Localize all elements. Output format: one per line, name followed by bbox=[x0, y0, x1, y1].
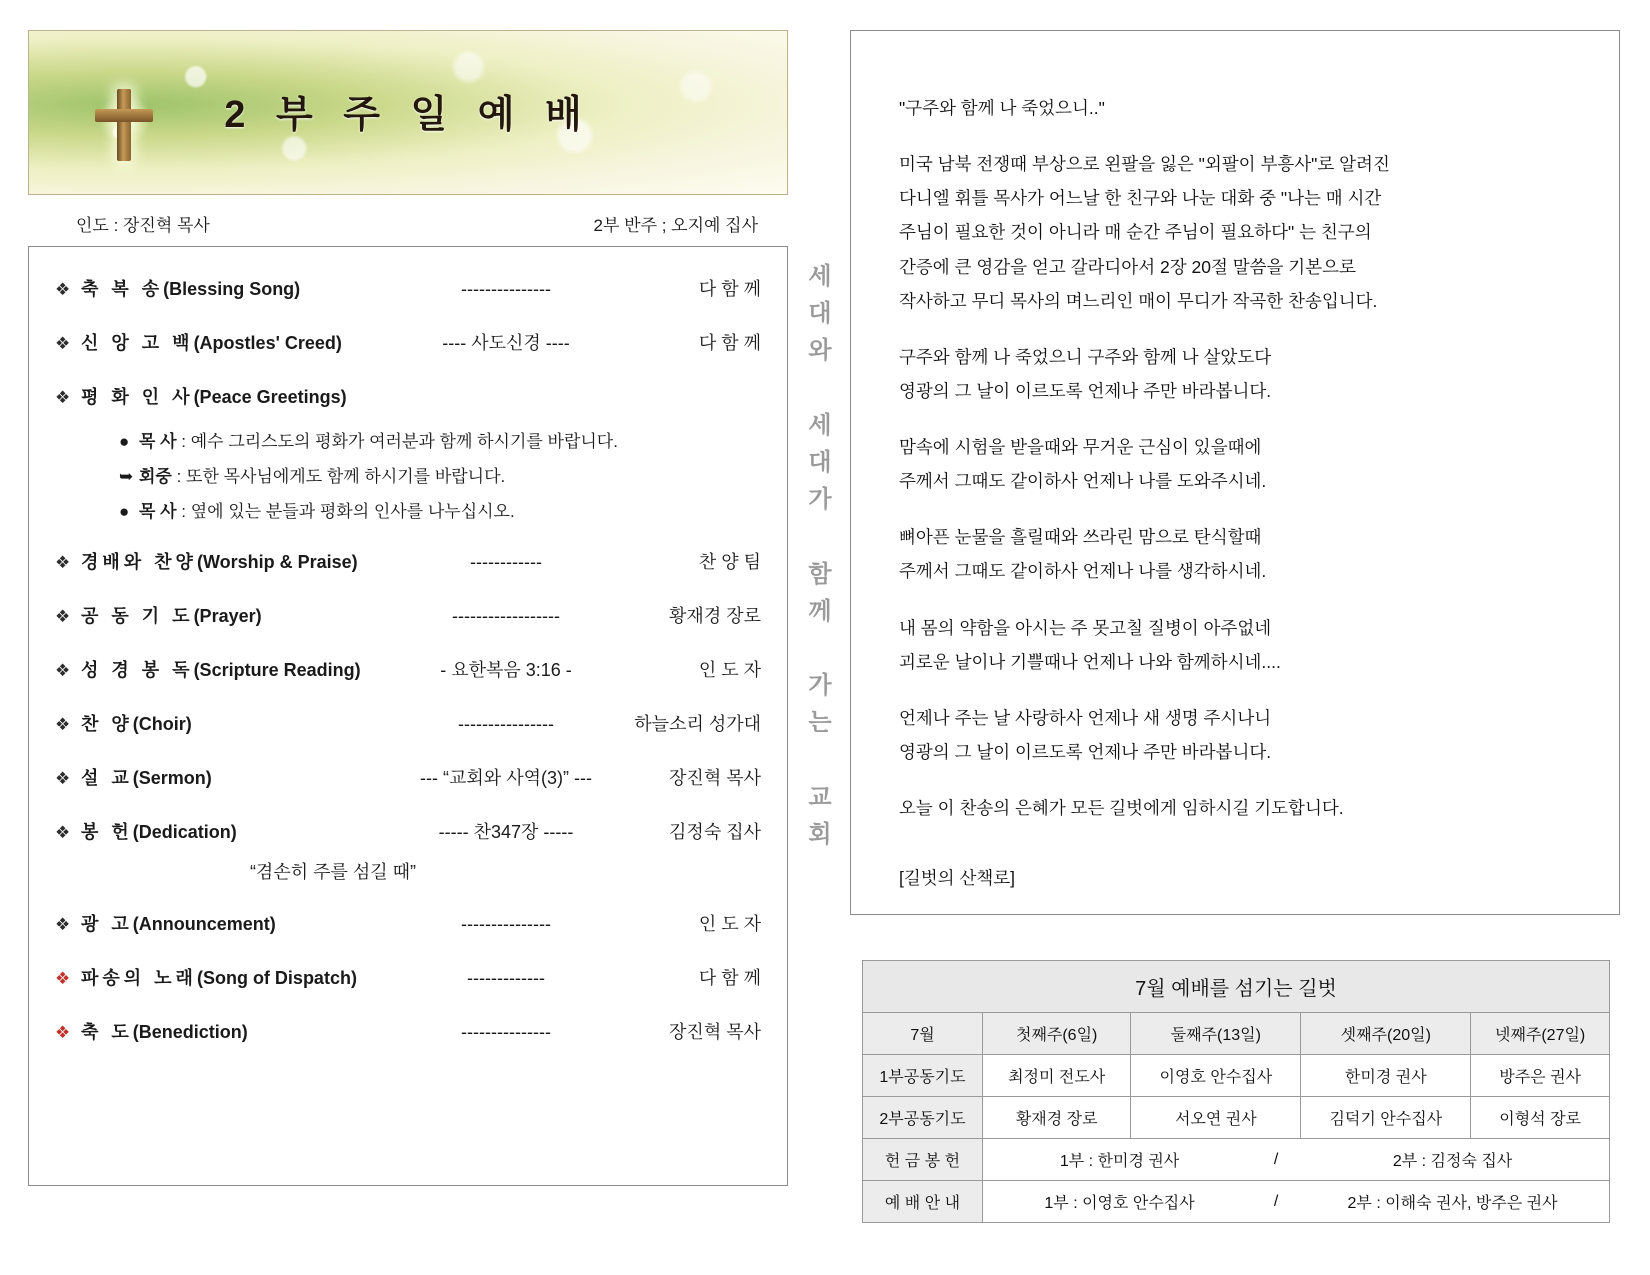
order-item-detail: --- “교회와 사역(3)” --- bbox=[420, 768, 592, 788]
order-bullet-icon: ❖ bbox=[55, 388, 71, 407]
order-item-title-kr: 성 경 봉 독 bbox=[81, 660, 194, 680]
order-item-title bbox=[81, 910, 411, 936]
order-bullet-icon: ❖ bbox=[55, 1023, 71, 1042]
table-cell-separator: / bbox=[1273, 1150, 1279, 1168]
motto-char bbox=[800, 518, 840, 555]
peace-greeting-lines bbox=[119, 427, 761, 522]
table-cell: 이형석 장로 bbox=[1471, 1097, 1610, 1139]
order-item-detail: ------------- bbox=[467, 968, 545, 988]
order-item-title-en: (Scripture Reading) bbox=[193, 660, 361, 680]
order-item-title-en: (Announcement) bbox=[132, 914, 276, 934]
serve-table-title: 7월 예배를 섬기는 길벗 bbox=[863, 961, 1610, 1013]
order-item-detail: ------------------ bbox=[452, 606, 560, 626]
order-item-detail: ------------ bbox=[470, 552, 542, 572]
worship-order-column bbox=[28, 30, 788, 1186]
table-cell: 1부공동기도 bbox=[863, 1055, 983, 1097]
order-item-detail: ----- 찬347장 ----- bbox=[438, 822, 574, 842]
motto-char: 회 bbox=[808, 820, 832, 848]
table-cell bbox=[983, 1181, 1610, 1223]
hymn-paragraph: 구주와 함께 나 죽었으니 구주와 함께 나 살았도다 영광의 그 날이 이르도록 언제나 주만 바라봅니다. bbox=[899, 346, 1272, 401]
order-item-title-en: (Blessing Song) bbox=[163, 279, 301, 299]
order-item-title-kr: 공 동 기 도 bbox=[81, 606, 194, 626]
order-item bbox=[55, 1018, 761, 1044]
order-item-title-kr: 경배와 찬양 bbox=[81, 552, 197, 572]
table-cell: 황재경 장로 bbox=[983, 1097, 1131, 1139]
order-item-detail: - 요한복음 3:16 - bbox=[440, 660, 572, 680]
order-bullet-icon: ❖ bbox=[55, 661, 71, 680]
table-cell: 이영호 안수집사 bbox=[1131, 1055, 1301, 1097]
order-item-detail: ---- 사도신경 ---- bbox=[442, 333, 570, 353]
motto-char: 세 bbox=[808, 263, 832, 290]
order-item-title bbox=[81, 656, 411, 682]
order-item-title bbox=[81, 548, 411, 574]
hymn-paragraph: 뼈아픈 눈물을 흘릴때와 쓰라린 맘으로 탄식할때 주께서 그때도 같이하사 언제나 나를 생각하시네. bbox=[899, 527, 1267, 582]
order-item-title bbox=[81, 710, 411, 736]
order-item-person: 다 함 께 bbox=[698, 279, 761, 299]
table-cell: 방주은 권사 bbox=[1471, 1055, 1610, 1097]
order-item bbox=[55, 275, 761, 301]
hymn-paragraph: 미국 남북 전쟁때 부상으로 왼팔을 잃은 "외팔이 부흥사"로 알려진 다니엘 휘틀 목사가 어느날 한 친구와 나눈 대화 중 "나는 매 시간 주님이 필요한 것이 아니라 매 순간 주님이 필요하다" 는 친구의 간증에 큰 영감을 얻고 갈라디아서 2장 20절 말씀을 기본으로 작사하고 무디 목사의 며느리인 매이 무디가 작곡한 찬송입니다. bbox=[899, 154, 1390, 311]
order-item-title-en: (Benediction) bbox=[132, 1022, 248, 1042]
table-row-label: 예 배 안 내 bbox=[863, 1181, 983, 1223]
order-item bbox=[55, 910, 761, 936]
peace-line-text: 목 사 : 옆에 있는 분들과 평화의 인사를 나누십시오. bbox=[139, 502, 515, 521]
table-row bbox=[863, 1055, 1610, 1097]
table-column-header: 넷째주(27일) bbox=[1471, 1013, 1610, 1055]
order-item bbox=[55, 602, 761, 628]
hymn-paragraph: 언제나 주는 날 사랑하사 언제나 새 생명 주시나니 영광의 그 날이 이르도록 언제나 주만 바라봅니다. bbox=[899, 707, 1272, 762]
table-cell-part-2: 2부 : 이해숙 권사, 방주은 권사 bbox=[1347, 1195, 1558, 1212]
order-item-title-en: (Worship & Praise) bbox=[196, 552, 358, 572]
order-item-person: 황재경 장로 bbox=[669, 606, 761, 626]
order-item-detail: --------------- bbox=[461, 914, 551, 934]
table-column-header: 셋째주(20일) bbox=[1301, 1013, 1471, 1055]
motto-char bbox=[800, 630, 840, 667]
motto-char: 대 bbox=[808, 300, 832, 328]
motto-char: 가 bbox=[808, 672, 832, 700]
hymn-story-box bbox=[850, 30, 1620, 915]
table-cell-separator: / bbox=[1273, 1192, 1279, 1210]
table-row bbox=[863, 1181, 1610, 1223]
order-item-title-kr: 신 앙 고 백 bbox=[81, 333, 194, 353]
hymn-paragraph: 오늘 이 찬송의 은혜가 모든 길벗에게 임하시길 기도합니다. bbox=[899, 798, 1344, 818]
order-item-title-en: (Song of Dispatch) bbox=[196, 968, 357, 988]
serve-table-body bbox=[863, 1013, 1610, 1223]
order-item-title-en: (Peace Greetings) bbox=[193, 387, 347, 407]
table-cell: 최정미 전도사 bbox=[983, 1055, 1131, 1097]
order-item-title bbox=[81, 602, 411, 628]
order-item-detail: --------------- bbox=[461, 279, 551, 299]
table-header-row bbox=[863, 1013, 1610, 1055]
motto-char bbox=[800, 370, 840, 407]
order-item-person: 장진혁 목사 bbox=[669, 768, 761, 788]
serve-table bbox=[862, 960, 1610, 1223]
motto-char: 가 bbox=[808, 486, 832, 514]
motto-char: 와 bbox=[808, 337, 832, 365]
order-bullet-icon: ❖ bbox=[55, 553, 71, 572]
order-of-worship-box bbox=[28, 246, 788, 1186]
peace-greeting-line bbox=[119, 427, 761, 452]
order-item-detail: ---------------- bbox=[458, 714, 554, 734]
order-item-title-kr: 축 복 송 bbox=[81, 279, 164, 299]
table-cell: 2부공동기도 bbox=[863, 1097, 983, 1139]
motto-char: 교 bbox=[808, 783, 832, 811]
order-bullet-icon: ❖ bbox=[55, 769, 71, 788]
order-bullet-icon: ❖ bbox=[55, 280, 71, 299]
service-banner bbox=[28, 30, 788, 195]
table-row bbox=[863, 1097, 1610, 1139]
order-bullet-icon: ❖ bbox=[55, 715, 71, 734]
order-item-title bbox=[81, 764, 411, 790]
table-column-header: 7월 bbox=[863, 1013, 983, 1055]
motto-char: 께 bbox=[808, 597, 832, 625]
table-column-header: 첫째주(6일) bbox=[983, 1013, 1131, 1055]
order-item-title-en: (Sermon) bbox=[132, 768, 212, 788]
peace-greeting-line bbox=[119, 497, 761, 522]
order-item-person: 인 도 자 bbox=[698, 660, 761, 680]
order-item-title-en: (Dedication) bbox=[132, 822, 237, 842]
order-item-title-kr: 광 고 bbox=[81, 914, 133, 934]
peace-line-marker-icon: ● bbox=[119, 432, 130, 451]
serve-table-wrap bbox=[862, 960, 1610, 1223]
order-item bbox=[55, 656, 761, 682]
table-cell: 서오연 권사 bbox=[1131, 1097, 1301, 1139]
peace-line-text: 목 사 : 예수 그리스도의 평화가 여러분과 함께 하시기를 바랍니다. bbox=[139, 432, 618, 451]
order-bullet-icon: ❖ bbox=[55, 334, 71, 353]
order-item-title-en: (Apostles' Creed) bbox=[193, 333, 342, 353]
hymn-paragraph: 내 몸의 약함을 아시는 주 못고칠 질병이 아주없네 괴로운 날이나 기쁠때나 언제나 나와 함께하시네.... bbox=[899, 617, 1281, 672]
order-item-title-kr: 파송의 노래 bbox=[81, 968, 197, 988]
table-cell-part-1: 1부 : 한미경 권사 bbox=[1059, 1153, 1180, 1170]
hymn-source: [길벗의 산책로] bbox=[899, 868, 1016, 889]
motto-char: 세 bbox=[808, 411, 832, 439]
order-item-person: 인 도 자 bbox=[698, 914, 761, 934]
table-cell: 한미경 권사 bbox=[1301, 1055, 1471, 1097]
peace-greeting-line bbox=[119, 462, 761, 487]
hymn-paragraph: 맘속에 시험을 받을때와 무거운 근심이 있을때에 주께서 그때도 같이하사 언제나 나를 도와주시네. bbox=[899, 437, 1267, 492]
motto-char: 대 bbox=[808, 448, 832, 476]
order-item-title bbox=[81, 964, 411, 990]
order-item-detail: --------------- bbox=[461, 1022, 551, 1042]
order-item-title bbox=[81, 1018, 411, 1044]
peace-line-text: 회중 : 또한 목사님에게도 함께 하시기를 바랍니다. bbox=[139, 467, 506, 486]
order-bullet-icon: ❖ bbox=[55, 969, 71, 988]
page-title: 2 부 주 일 예 배 bbox=[224, 94, 592, 136]
order-item-person: 찬 양 팀 bbox=[698, 552, 761, 572]
order-item bbox=[55, 329, 761, 355]
order-item-person: 김정숙 집사 bbox=[669, 822, 761, 842]
motto-char: 함 bbox=[808, 560, 832, 588]
order-item-title bbox=[81, 329, 411, 355]
vertical-motto bbox=[800, 258, 840, 853]
leader-left: 인도 : 장진혁 목사 bbox=[76, 216, 210, 235]
order-item-person: 하늘소리 성가대 bbox=[634, 714, 761, 734]
order-item bbox=[55, 764, 761, 790]
order-item bbox=[55, 710, 761, 736]
motto-char: 는 bbox=[808, 709, 832, 737]
leaders-row bbox=[28, 195, 788, 246]
peace-line-marker-icon: ● bbox=[119, 502, 130, 521]
order-item-title-kr: 평 화 인 사 bbox=[81, 387, 194, 407]
table-cell: 김덕기 안수집사 bbox=[1301, 1097, 1471, 1139]
table-row-label: 헌 금 봉 헌 bbox=[863, 1139, 983, 1181]
order-item-title-kr: 찬 양 bbox=[81, 714, 133, 734]
order-item-title bbox=[81, 275, 411, 301]
order-item bbox=[55, 383, 761, 409]
order-item-title-en: (Choir) bbox=[132, 714, 192, 734]
dedication-subtitle: “겸손히 주를 섬길 때” bbox=[249, 862, 417, 882]
order-item-title bbox=[81, 818, 411, 844]
order-item-title-kr: 설 교 bbox=[81, 768, 133, 788]
order-bullet-icon: ❖ bbox=[55, 607, 71, 626]
order-item-title-kr: 축 도 bbox=[81, 1022, 133, 1042]
order-bullet-icon: ❖ bbox=[55, 823, 71, 842]
order-item-title-en: (Prayer) bbox=[193, 606, 262, 626]
table-column-header: 둘째주(13일) bbox=[1131, 1013, 1301, 1055]
leader-right: 2부 반주 ; 오지예 집사 bbox=[593, 216, 758, 235]
order-item-title-kr: 봉 헌 bbox=[81, 822, 133, 842]
table-cell-part-2: 2부 : 김정숙 집사 bbox=[1392, 1153, 1513, 1170]
order-bullet-icon: ❖ bbox=[55, 915, 71, 934]
motto-char bbox=[800, 741, 840, 778]
peace-line-marker-icon: ➥ bbox=[119, 467, 134, 486]
order-item-person: 다 함 께 bbox=[698, 968, 761, 988]
order-item-person: 장진혁 목사 bbox=[669, 1022, 761, 1042]
hymn-story-column bbox=[850, 30, 1620, 915]
table-cell bbox=[983, 1139, 1610, 1181]
order-item bbox=[55, 964, 761, 990]
table-cell-part-1: 1부 : 이영호 안수집사 bbox=[1044, 1195, 1195, 1212]
hymn-quote: "구주와 함께 나 죽었으니.." bbox=[899, 98, 1105, 118]
order-item bbox=[55, 818, 761, 844]
order-item-person: 다 함 께 bbox=[698, 333, 761, 353]
order-item bbox=[55, 548, 761, 574]
order-item-title bbox=[81, 383, 411, 409]
table-row bbox=[863, 1139, 1610, 1181]
